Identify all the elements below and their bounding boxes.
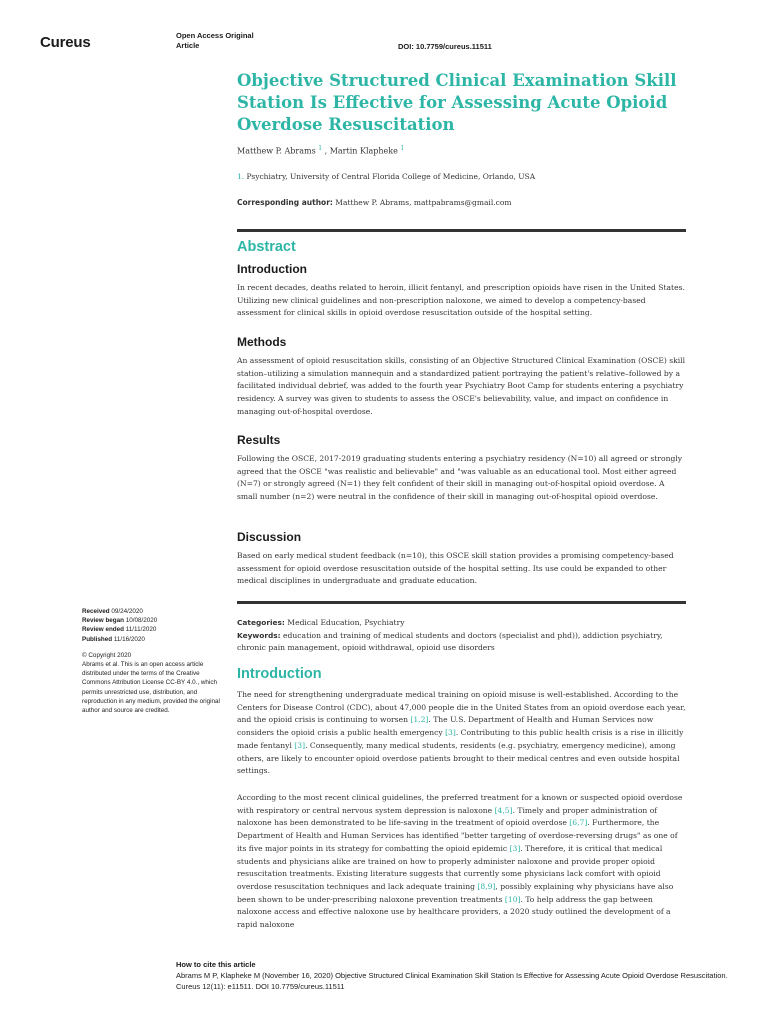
- author-name[interactable]: Martin Klapheke: [329, 146, 398, 156]
- citation-link[interactable]: [1,2]: [410, 715, 429, 725]
- affiliation-text: Psychiatry, University of Central Florida College of Medicine, Orlando, USA: [246, 172, 536, 181]
- introduction-heading: Introduction: [237, 666, 322, 682]
- citation-link[interactable]: [3]: [509, 843, 521, 853]
- paragraph-text: . Timely and proper administration of naloxone has been demonstrated to be life-saving in the treatment of opioid overdose: [237, 805, 658, 828]
- paragraph-text: According to the most recent clinical guidelines, the preferred treatment for a known or suspected opioid overdose with respiratory or central nervous system depression is naloxone: [237, 793, 683, 815]
- introduction-paragraph-2: [237, 792, 687, 932]
- citation-text: Abrams M P, Klapheke M (November 16, 2020) Objective Structured Clinical Examination Skill Station Is Effective for Assessing Acute Opioid Overdose Resuscitation. Cureus 12(11): e11511. DOI 10.7759/cureus.11511: [176, 971, 728, 991]
- paragraph-text: . Consequently, many medical students, residents (e.g. psychiatry, emergency medicine), among others, are likely to encounter opioid overdose patients brought to their medical centres and even outside hospital settings.: [237, 740, 680, 776]
- citation-link[interactable]: [3]: [294, 740, 306, 750]
- paragraph-text: . Contributing to this public health crisis is a rise in illicitly made fentanyl: [237, 728, 684, 750]
- cite-heading: How to cite this article: [176, 960, 256, 969]
- introduction-paragraph-1: [237, 689, 687, 778]
- review-ended-date: Review ended 11/11/2020: [82, 626, 157, 634]
- article-type-line1: Open Access Original: [176, 31, 254, 40]
- abstract-discussion-text: Based on early medical student feedback (n=10), this OSCE skill station provides a promising competency-based assessment for opioid overdose resuscitation outside of the hospital setting. Its use could be expanded to other medical disciplines in undergraduate and graduate education.: [237, 551, 674, 586]
- author-affil-marker: 1: [400, 145, 405, 152]
- paragraph-text: . To help address the gap between naloxone access and effective naloxone use by healthcare providers, a 2020 study outlined the development of a rapid naloxone: [237, 894, 671, 930]
- corresponding-text[interactable]: Matthew P. Abrams, mattpabrams@gmail.com: [335, 198, 512, 207]
- corresponding-author: [237, 198, 511, 207]
- categories: Categories: Medical Education, Psychiatry: [237, 618, 405, 627]
- divider: [237, 229, 686, 232]
- abstract-discussion-heading: Discussion: [237, 530, 302, 544]
- corresponding-label: Corresponding author:: [237, 198, 333, 207]
- citation-link[interactable]: [6,7]: [569, 818, 588, 828]
- article-history-sidebar: [82, 607, 222, 715]
- author-affil-marker: 1: [318, 145, 323, 152]
- abstract-methods-heading: Methods: [237, 335, 287, 349]
- copyright: © Copyright 2020: [82, 651, 132, 659]
- article-type-line2: Article: [176, 41, 200, 50]
- citation-link[interactable]: [4,5]: [494, 805, 513, 815]
- keywords: Keywords: education and training of medical students and doctors (specialist and phd)), addiction psychiatry, chronic pain management, opioid withdrawal, opioid use disorders: [237, 630, 663, 653]
- abstract-intro-heading: Introduction: [237, 262, 307, 276]
- citation-link[interactable]: [3]: [445, 728, 456, 738]
- affiliation-number: 1.: [237, 172, 245, 181]
- paragraph-text: . The U.S. Department of Health and Human Services now considers the opioid crisis a public health emergency: [237, 715, 654, 738]
- received-date: Received 09/24/2020: [82, 608, 143, 615]
- citation-link[interactable]: [10]: [504, 894, 521, 904]
- abstract-results-heading: Results: [237, 433, 281, 447]
- abstract-results-text: Following the OSCE, 2017-2019 graduating students entering a psychiatry residency (N=10) all agreed or strongly agreed that the OSCE "was realistic and believable" and "was valuable as an educational tool. Most either agreed (N=7) or strongly agreed (N=1) they felt confident of their skill in managing out-of-hospital opioid overdose. A small number (n=2) were neutral in the confidence of their skill in managing out-of-hospital opioid overdose.: [237, 454, 683, 502]
- author-name[interactable]: Matthew P. Abrams: [237, 146, 316, 156]
- doi: DOI: 10.7759/cureus.11511: [398, 42, 492, 51]
- journal-logo: Cureus: [40, 34, 91, 51]
- paragraph-text: . Furthermore, the Department of Health and Human Services has identified "better targeting of overdose-reversing drugs" as one of its five major points in its strategy for combatting the opioid epidemic: [237, 818, 678, 853]
- author-list: [237, 145, 404, 156]
- paragraph-text: The need for strengthening undergraduate medical training on opioid misuse is well-established. According to the Centers for Disease Control (CDC), about 47,000 people die in the United States from an opioid overdose each year, and the opioid crisis is continuing to worsen: [237, 690, 686, 725]
- article-title: Objective Structured Clinical Examination Skill Station Is Effective for Assessing Acute Opioid Overdose Resuscitation: [237, 71, 677, 134]
- article-meta: [237, 617, 687, 655]
- license-text: Abrams et al. This is an open access article distributed under the terms of the Creative Commons Attribution License CC-BY 4.0., which permits unrestricted use, distribution, and reproduction in any medium, provided the original author and source are credited.: [82, 661, 220, 715]
- paragraph-text: , possibly explaining why physicians have also been shown to be under-prescribing naloxone prevention treatments: [237, 881, 674, 904]
- abstract-intro-text: In recent decades, deaths related to heroin, illicit fentanyl, and prescription opioids have risen in the United States. Utilizing new clinical guidelines and non-prescription naloxone, we aimed to develop a competency-based assessment for clinical skills in opioid overdose resuscitation outside of the hospital setting.: [237, 283, 685, 318]
- review-began-date: Review began 10/08/2020: [82, 617, 158, 625]
- affiliation: [237, 172, 535, 181]
- article-type: [176, 31, 286, 51]
- divider: [237, 601, 686, 604]
- abstract-heading: Abstract: [237, 239, 296, 255]
- abstract-methods-text: An assessment of opioid resuscitation skills, consisting of an Objective Structured Clinical Examination (OSCE) skill station–utilizing a simulation mannequin and a standardized patient portraying the patient's relative–followed by a facilitated individual debrief, was added to the fourth year Psychiatry Boot Camp for students entering a psychiatry residency. A survey was given to students to assess the OSCE's believability, value, and impact on confidence in managing out-of-hospital overdose.: [237, 356, 686, 416]
- citation-link[interactable]: [8,9]: [477, 881, 496, 891]
- published-date: Published 11/16/2020: [82, 635, 145, 643]
- paragraph-text: . Therefore, it is critical that medical students and physicians alike are trained on how to properly administer naloxone and provide proper opioid resuscitation treatments. Existing literature suggests that currently some physicians lack comfort with opioid overdose resuscitation techniques and lack adequate training: [237, 843, 663, 891]
- author-separator: ,: [324, 146, 328, 156]
